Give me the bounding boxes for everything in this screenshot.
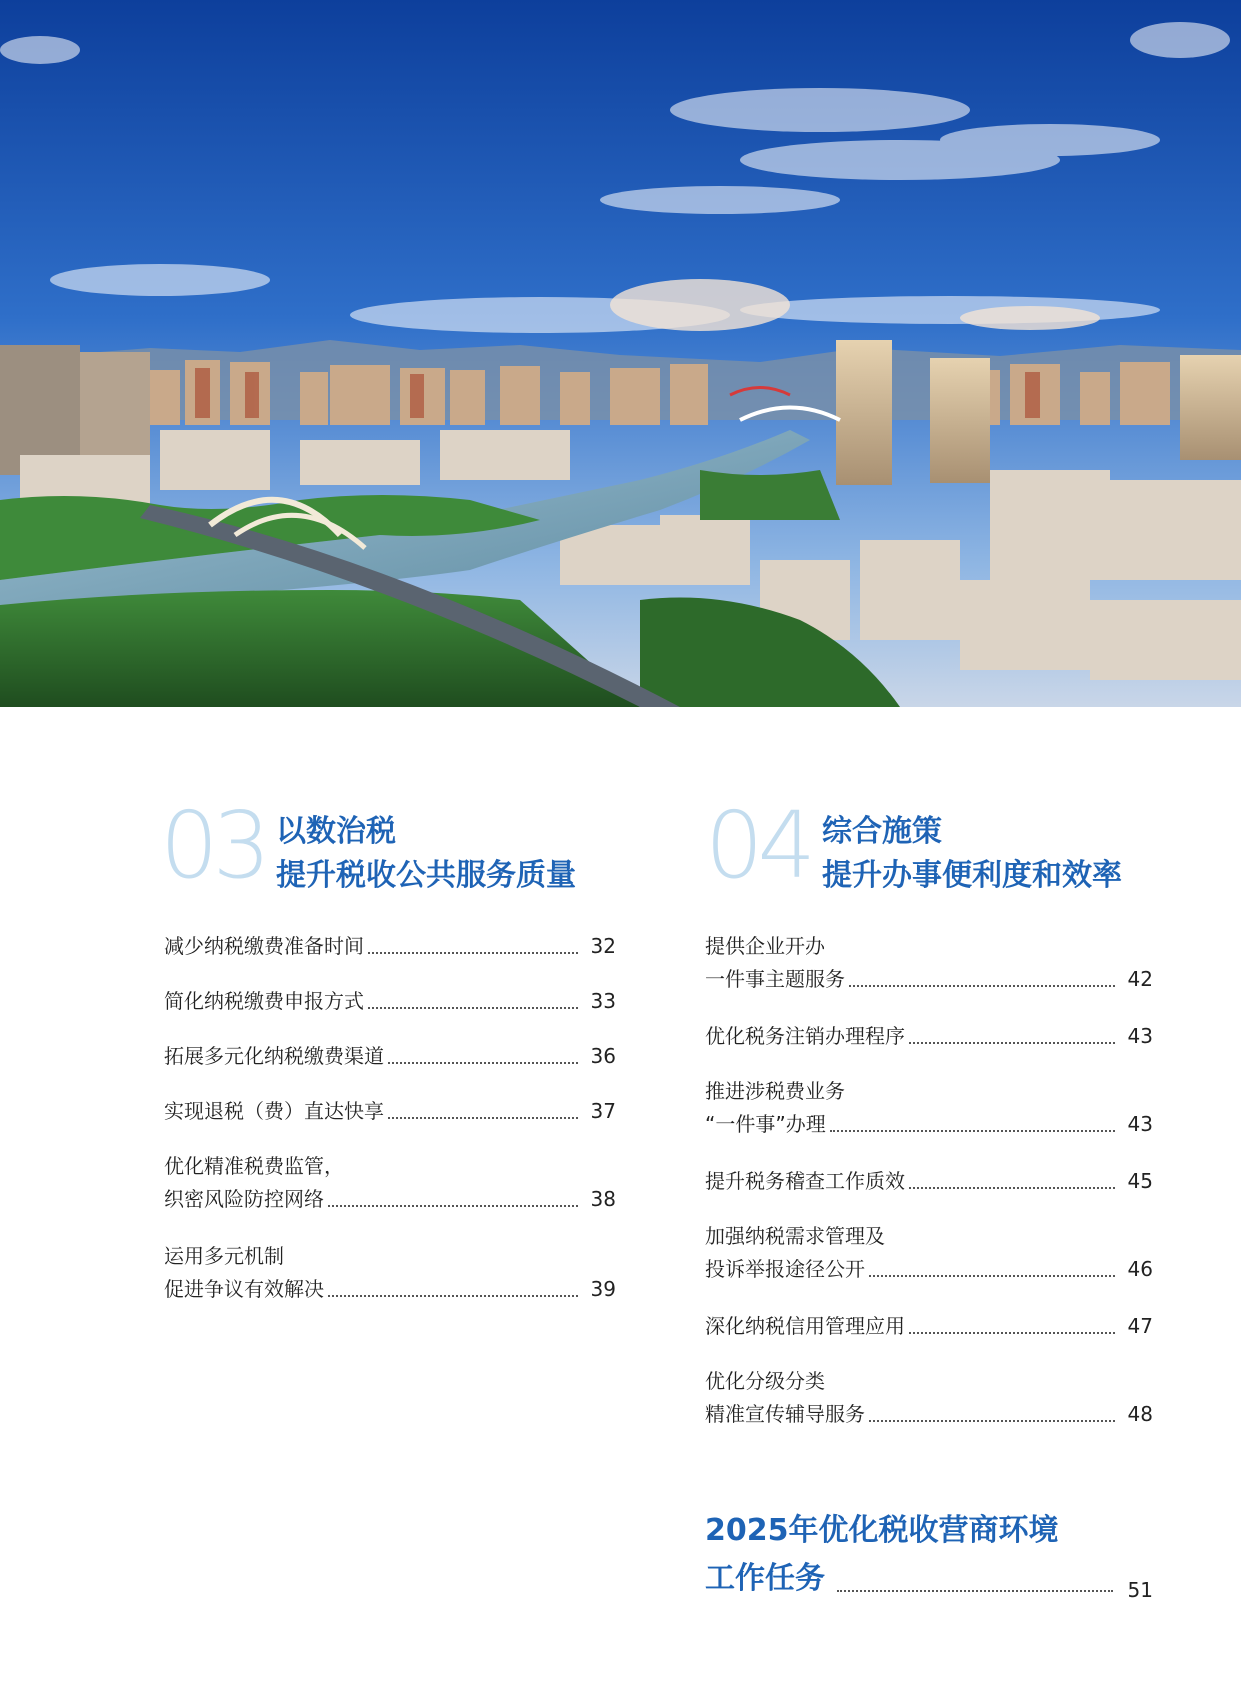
- toc-entry-label: 减少纳税缴费准备时间: [164, 934, 364, 958]
- toc-leader-dots: [328, 1204, 578, 1207]
- section-title-line-1: 综合施策: [822, 814, 942, 849]
- toc-leader-dots: [909, 1186, 1115, 1189]
- toc-entry[interactable]: [164, 1150, 616, 1216]
- section-title-line-2: 提升税收公共服务质量: [276, 858, 576, 893]
- section-number: 04: [705, 792, 811, 899]
- section-title-line-1: 以数治税: [276, 814, 396, 849]
- toc-entry[interactable]: [164, 985, 616, 1018]
- toc-entry[interactable]: [705, 1365, 1153, 1431]
- final-title-row: [705, 1556, 1153, 1602]
- toc-page-number: 36: [590, 1044, 616, 1068]
- toc-entry[interactable]: [705, 1075, 1153, 1141]
- toc-entry-label: 提供企业开办: [705, 934, 825, 958]
- toc-entry-label: 投诉举报途径公开: [705, 1257, 865, 1281]
- final-title-line-1: 2025年优化税收营商环境: [705, 1513, 1059, 1548]
- toc-page-number: 46: [1127, 1257, 1153, 1281]
- toc-leader-dots: [388, 1061, 578, 1064]
- toc-entry[interactable]: [705, 930, 1153, 996]
- toc-page-number: 33: [590, 989, 616, 1013]
- toc-page-number: 51: [1127, 1578, 1153, 1602]
- toc-entry-label: 一件事主题服务: [705, 967, 845, 991]
- section-number: 03: [160, 792, 266, 899]
- toc-page-number: 39: [590, 1277, 616, 1301]
- toc-page-number: 42: [1127, 967, 1153, 991]
- toc-leader-dots: [909, 1331, 1115, 1334]
- toc-page-number: 45: [1127, 1169, 1153, 1193]
- toc-entry-label: 织密风险防控网络: [164, 1187, 324, 1211]
- toc-entry-label: 提升税务稽查工作质效: [705, 1169, 905, 1193]
- toc-entry-label: 优化分级分类: [705, 1369, 825, 1393]
- hero-cityscape-photo: [0, 0, 1241, 707]
- toc-entry-label: 实现退税（费）直达快享: [164, 1099, 384, 1123]
- toc-leader-dots: [909, 1041, 1115, 1044]
- toc-entry-label: 优化精准税费监管，: [164, 1154, 344, 1178]
- toc-page-number: 37: [590, 1099, 616, 1123]
- toc-entry-label: 简化纳税缴费申报方式: [164, 989, 364, 1013]
- toc-leader-dots: [368, 1006, 578, 1009]
- section-title-line-2: 提升办事便利度和效率: [822, 858, 1122, 893]
- toc-entry[interactable]: [705, 1310, 1153, 1343]
- toc-leader-dots: [849, 984, 1115, 987]
- toc-entry[interactable]: [164, 1095, 616, 1128]
- toc-page-number: 43: [1127, 1112, 1153, 1136]
- toc-leader-dots: [837, 1589, 1113, 1592]
- toc-entry-label: “一件事”办理: [705, 1112, 826, 1136]
- toc-page-number: 38: [590, 1187, 616, 1211]
- toc-entry-label: 拓展多元化纳税缴费渠道: [164, 1044, 384, 1068]
- toc-entry-label: 加强纳税需求管理及: [705, 1224, 885, 1248]
- toc-entry[interactable]: [164, 1040, 616, 1073]
- toc-entry-label: 深化纳税信用管理应用: [705, 1314, 905, 1338]
- toc-leader-dots: [869, 1274, 1115, 1277]
- toc-leader-dots: [388, 1116, 578, 1119]
- toc-entry[interactable]: [164, 930, 616, 963]
- toc-entry[interactable]: [705, 1220, 1153, 1286]
- toc-page-number: 48: [1127, 1402, 1153, 1426]
- final-title-line-2: 工作任务: [705, 1561, 825, 1596]
- toc-entry-label: 促进争议有效解决: [164, 1277, 324, 1301]
- toc-leader-dots: [869, 1419, 1115, 1422]
- toc-page-number: 43: [1127, 1024, 1153, 1048]
- toc-page-number: 47: [1127, 1314, 1153, 1338]
- toc-leader-dots: [368, 951, 578, 954]
- toc-entry-label: 优化税务注销办理程序: [705, 1024, 905, 1048]
- toc-page-number: 32: [590, 934, 616, 958]
- toc-entry[interactable]: [705, 1165, 1153, 1198]
- toc-entry[interactable]: [164, 1240, 616, 1306]
- toc-leader-dots: [830, 1129, 1115, 1132]
- toc-entry-label: 运用多元机制: [164, 1244, 284, 1268]
- toc-entry-label: 精准宣传辅导服务: [705, 1402, 865, 1426]
- toc-entry-label: 推进涉税费业务: [705, 1079, 845, 1103]
- toc-entry[interactable]: [705, 1020, 1153, 1053]
- toc-leader-dots: [328, 1294, 578, 1297]
